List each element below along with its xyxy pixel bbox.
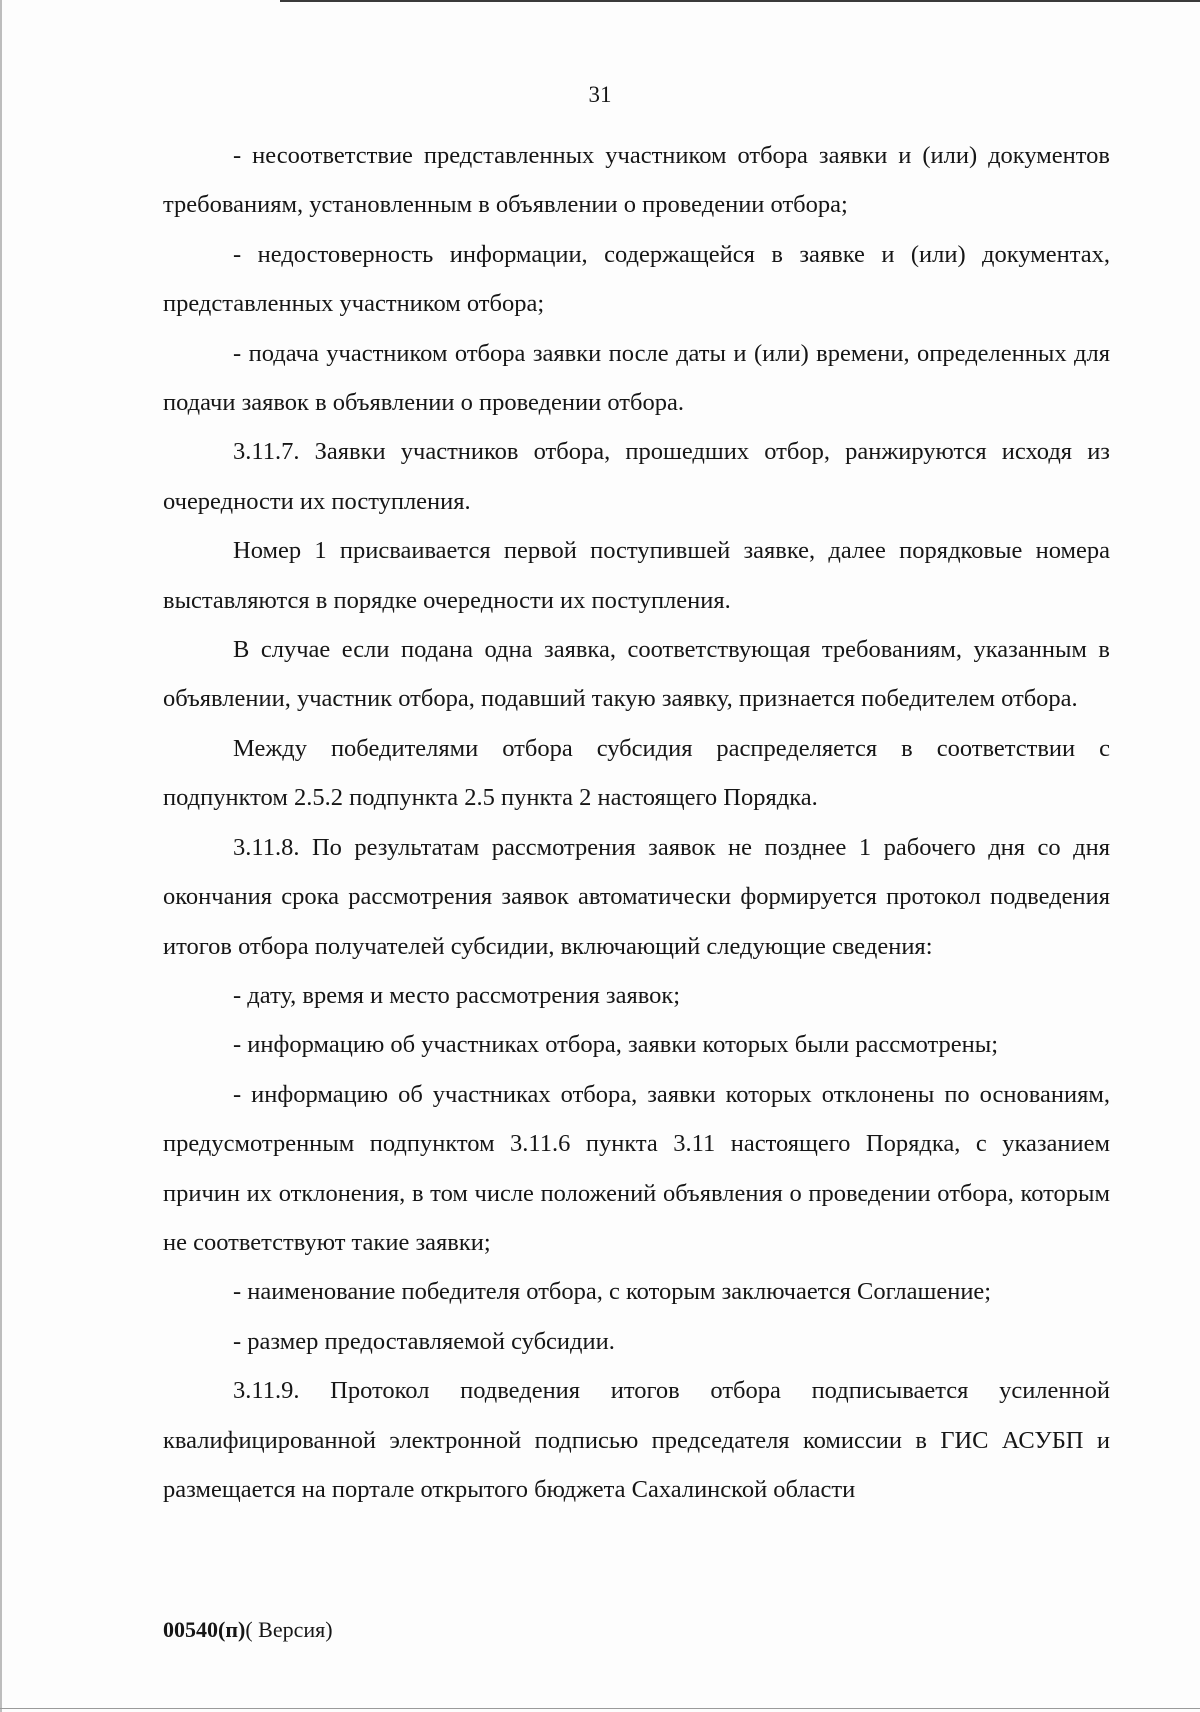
- paragraph-3-11-7: 3.11.7. Заявки участников отбора, прошедших отбор, ранжируются исходя из очередности их поступления.: [163, 438, 1110, 515]
- document-footer: [163, 1615, 333, 1645]
- scan-edge-top: [280, 0, 1200, 2]
- paragraph-3-11-8: 3.11.8. По результатам рассмотрения заявок не позднее 1 рабочего дня со дня окончания срока рассмотрения заявок автоматически формируется протокол подведения итогов отбора получателей субсидии, включающий следующие сведения:: [163, 833, 1110, 960]
- footer-version: ( Версия): [245, 1617, 333, 1642]
- paragraph-reason-late-submission: - подача участником отбора заявки после даты и (или) времени, определенных для подачи заявок в объявлении о проведении отбора.: [163, 339, 1110, 417]
- list-item-date-time-place: - дату, время и место рассмотрения заявок;: [233, 981, 681, 1009]
- page-number: 31: [588, 82, 612, 107]
- list-item-rejected-participants: - информацию об участниках отбора, заявки которых отклонены по основаниям, предусмотренным подпунктом 3.11.6 пункта 3.11 настоящего Порядка, с указанием причин их отклонения, в том числе положений объявления о проведении отбора, которым не соответствуют такие заявки;: [163, 1080, 1110, 1256]
- footer-doc-code: 00540(п): [163, 1617, 246, 1642]
- paragraph-3-11-9: 3.11.9. Протокол подведения итогов отбора подписывается усиленной квалифицированной электронной подписью председателя комиссии в ГИС АСУБП и размещается на портале открытого бюджета Сахалинской области: [163, 1377, 1110, 1503]
- list-item-winner-name: - наименование победителя отбора, с которым заключается Соглашение;: [233, 1278, 992, 1306]
- paragraph-reason-noncompliance: - несоответствие представленных участником отбора заявки и (или) документов требованиям, установленным в объявлении о проведении отбора;: [163, 142, 1110, 219]
- list-item-subsidy-amount: - размер предоставляемой субсидии.: [233, 1327, 615, 1355]
- paragraph-numbering: Номер 1 присваивается первой поступившей заявке, далее порядковые номера выставляются в порядке очередности их поступления.: [163, 537, 1110, 614]
- scan-edge-left: [0, 0, 2, 1712]
- paragraph-single-application: В случае если подана одна заявка, соответствующая требованиям, указанным в объявлении, участник отбора, подавший такую заявку, признается победителем отбора.: [163, 636, 1110, 713]
- paragraph-reason-unreliable-info: - недостоверность информации, содержащейся в заявке и (или) документах, представленных участником отбора;: [163, 240, 1110, 318]
- paragraph-subsidy-distribution: Между победителями отбора субсидия распределяется в соответствии с подпунктом 2.5.2 подпункта 2.5 пункта 2 настоящего Порядка.: [163, 734, 1110, 812]
- list-item-reviewed-participants: - информацию об участниках отбора, заявки которых были рассмотрены;: [233, 1031, 999, 1059]
- scan-edge-bottom: [0, 1708, 1200, 1709]
- document-body: [163, 131, 1110, 1514]
